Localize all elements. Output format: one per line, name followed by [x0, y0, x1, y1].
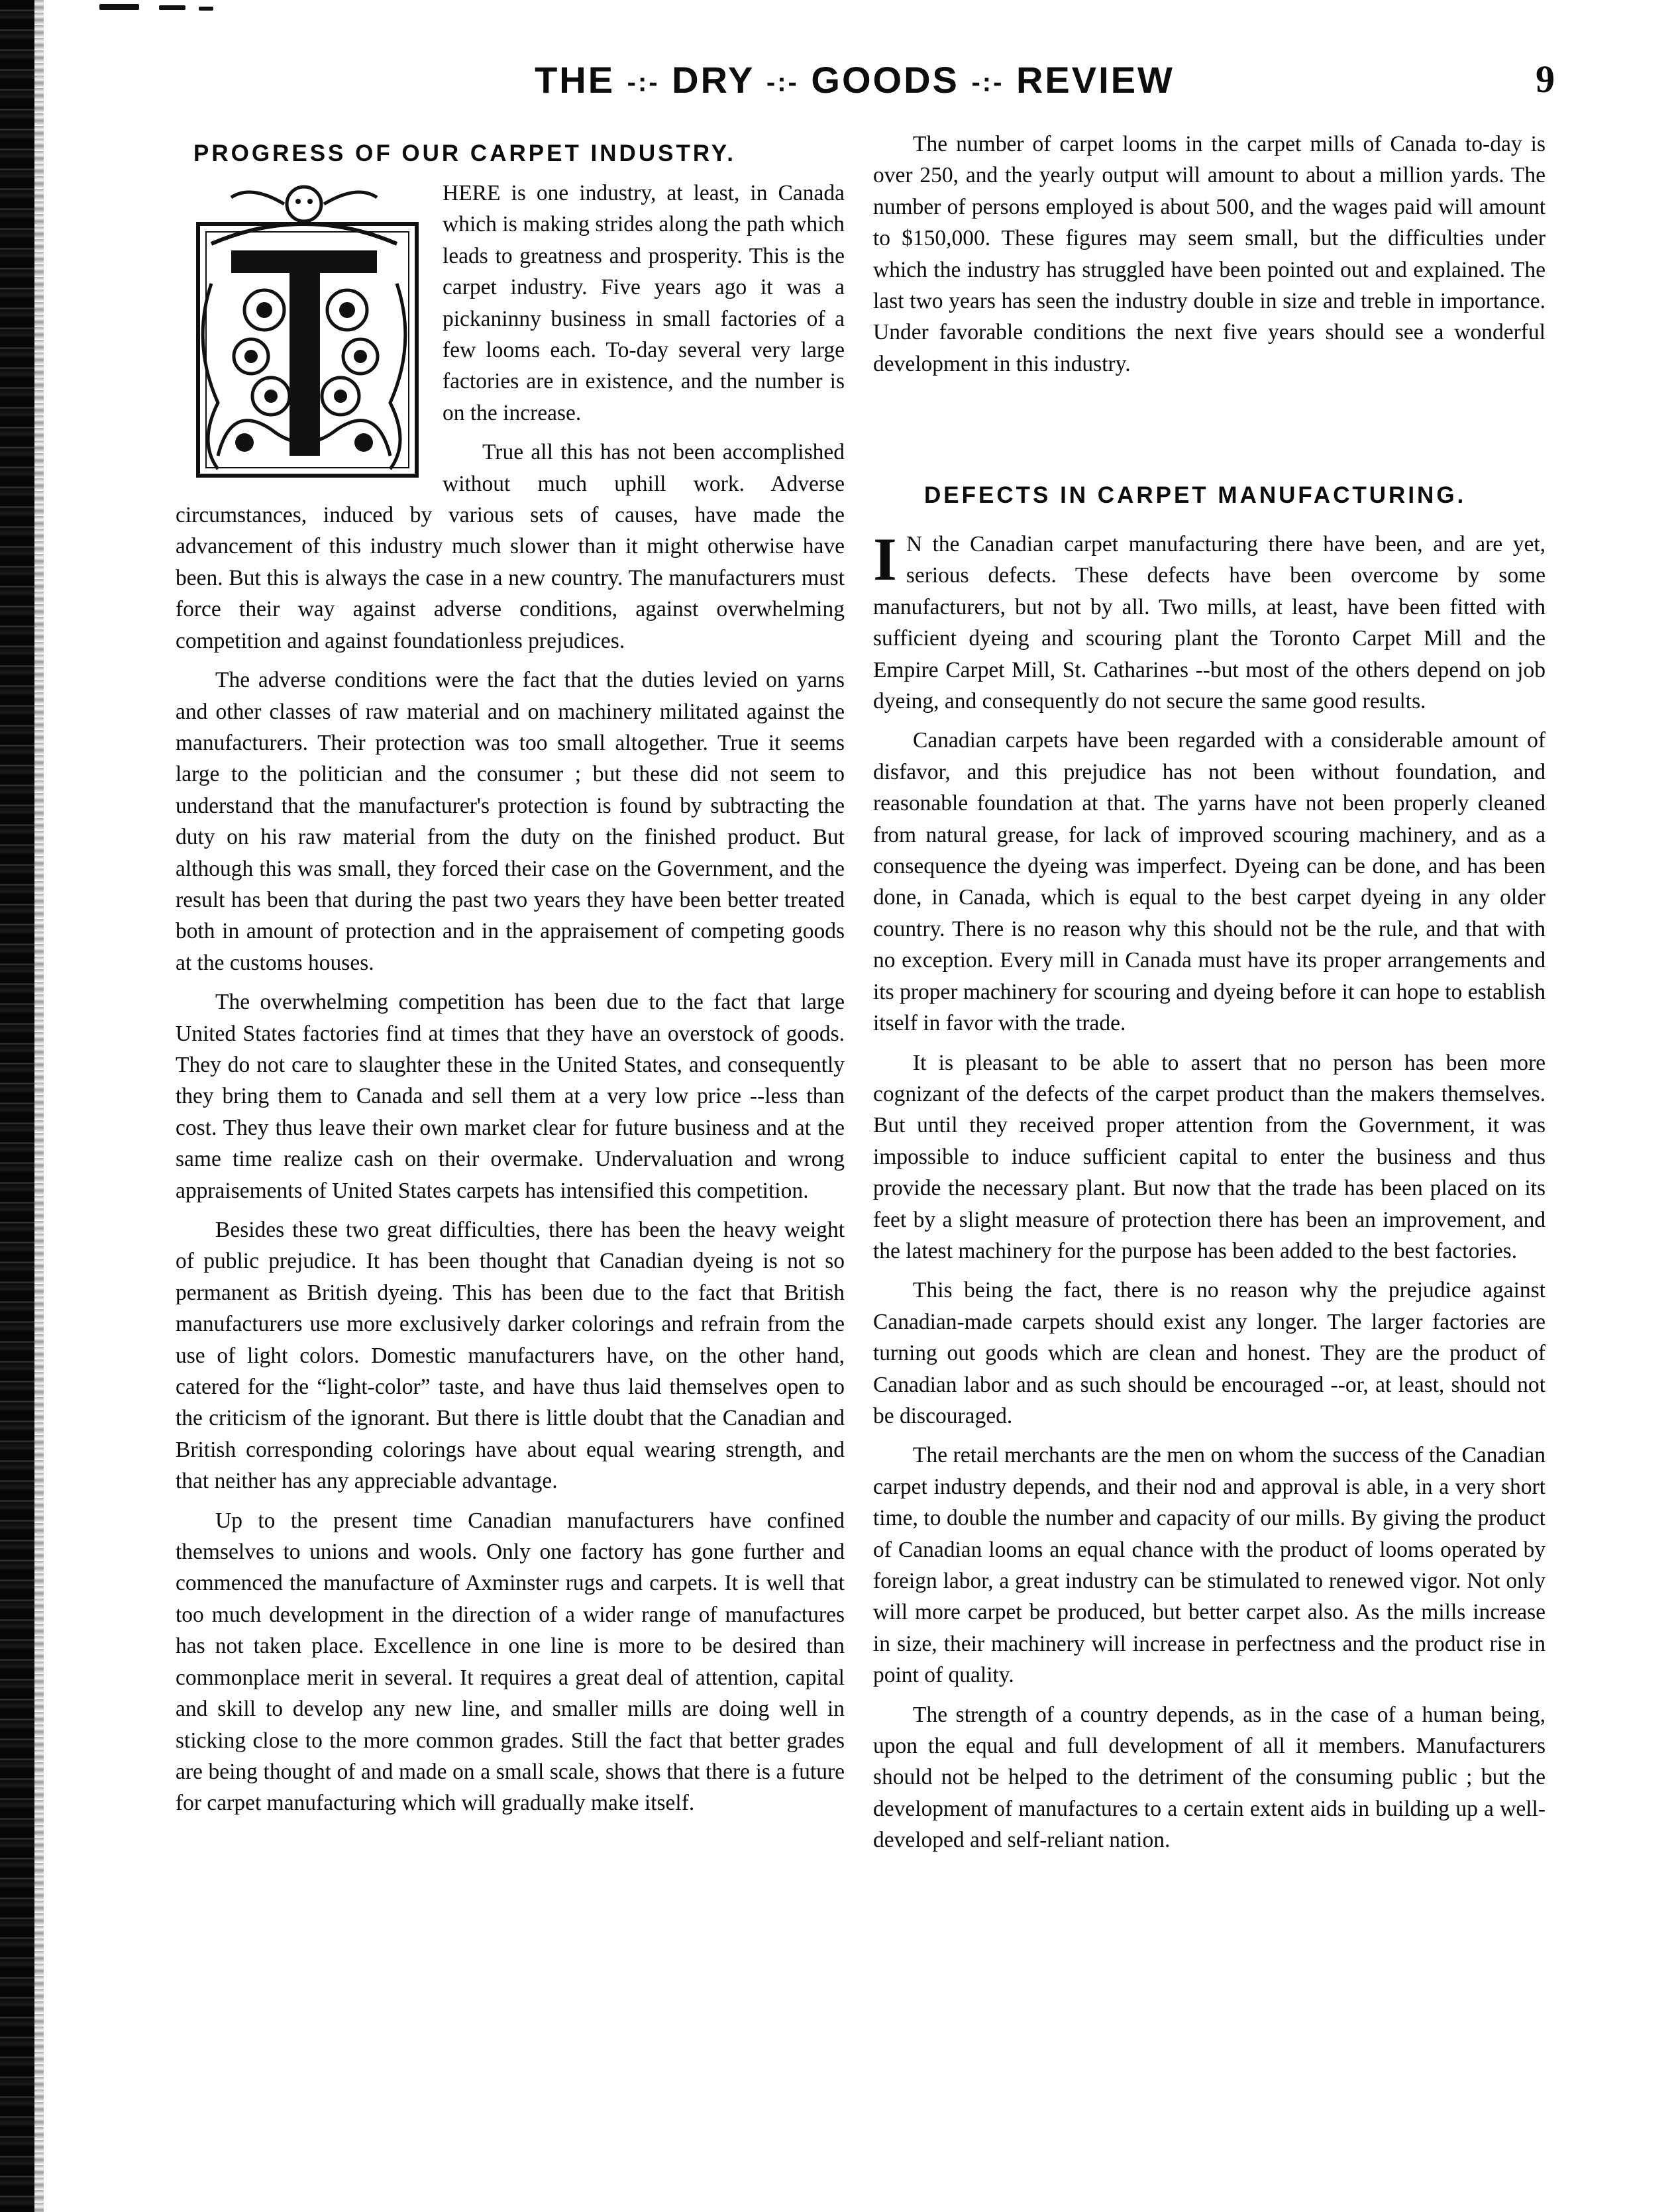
paragraph: The retail merchants are the men on whom the success of the Canadian carpet industry depends, and their nod and approval is able, in a very short time, to double the number and capacity of our mills. By giving the product of Canadian looms an equal chance with the product of looms operated by foreign labor, a great industry can be stimulated to renewed vigor. Not only will more carpet be produced, but better carpet also. As the mills increase in size, their machinery will increase in perfectness and the product rise in point of quality.	[873, 1443, 1546, 1688]
masthead-word: THE	[535, 59, 615, 101]
page-number: 9	[1536, 58, 1555, 101]
paragraph: The number of carpet looms in the carpet mills of Canada to-day is over 250, and the yearly output will amount to about a million yards. The number of persons employed is about 500, and the wages paid will amount to $150,000. These figures may seem small, but the difficulties under which the industry has struggled have been pointed out and explained. The last two years has seen the industry double in size and treble in importance. Under favorable conditions the next five years should see a wonderful development in this industry.	[873, 132, 1546, 376]
left-article-body	[176, 178, 845, 1827]
left-article-title: PROGRESS OF OUR CARPET INDUSTRY.	[193, 140, 736, 166]
masthead-word: DRY	[672, 59, 755, 101]
paragraph: HERE is one industry, at least, in Canada which is making strides along the path which leads to greatness and prosperity. This is the carpet industry. Five years ago it was a pickaninny business in small factories of a few looms each. To-day several very large factories are in existence, and the number is on the increase.	[443, 181, 845, 425]
paragraph: N the Canadian carpet manufacturing there have been, and are yet, serious defects. These defects have been overcome by some manufacturers, but not by all. Two mills, at least, have been fitted with sufficient dyeing and scouring plant the Toronto Carpet Mill and the Empire Carpet Mill, St. Catharines --but most of the others depend on job dyeing, and consequently do not secure the same good results.	[873, 532, 1546, 714]
paragraph: Up to the present time Canadian manufacturers have confined themselves to unions and wools. Only one factory has gone further and commenced the manufacture of Axminster rugs and carpets. It is well that too much development in the direction of a wider range of manufactures has not taken place. Excellence in one line is more to be desired than commonplace merit in several. It requires a great deal of attention, capital and skill to develop any new line, and smaller mills are doing well in sticking close to the more common grades. Still the fact that better grades are being thought of and made on a small scale, shows that there is a future for carpet manufacturing which will gradually make itself.	[176, 1508, 845, 1816]
paragraph: The overwhelming competition has been due to the fact that large United States factories find at times that they have an overstock of goods. They do not care to slaughter these in the United States, and consequently they bring them to Canada and sell them at a very low price --less than cost. They thus leave their own market clear for future business and at the same time realize cash on their overmake. Undervaluation and wrong appraisements of United States carpets has intensified this competition.	[176, 990, 845, 1203]
paragraph: This being the fact, there is no reason why the prejudice against Canadian-made carpets should exist any longer. The larger factories are turning out goods which are clean and honest. They are the product of Canadian labor and as such should be encouraged --or, at least, should not be discouraged.	[873, 1278, 1546, 1428]
right-article-title: DEFECTS IN CARPET MANUFACTURING.	[924, 482, 1467, 508]
masthead-word: GOODS	[811, 59, 959, 101]
paragraph: It is pleasant to be able to assert that no person has been more cognizant of the defects of the carpet product than the makers themselves. But until they received proper attention from the Government, it was impossible to induce sufficient capital to enter the business and thus provide the necessary plant. But now that the trade has been placed on its feet by a slight measure of protection there has been an improvement, and the latest machinery for the purpose has been added to the best factories.	[873, 1050, 1546, 1263]
right-column-intro	[873, 129, 1546, 388]
page-binding-edge	[0, 0, 34, 2212]
masthead-word: REVIEW	[1016, 59, 1175, 101]
drop-initial: I	[873, 525, 897, 593]
ornamental-initial-t-icon	[172, 178, 433, 482]
paragraph: Canadian carpets have been regarded with a considerable amount of disfavor, and this prejudice has not been without foundation, and reasonable foundation at that. The yarns have not been properly cleaned from natural grease, for lack of improved scouring machinery, and as a consequence the dyeing was imperfect. Dyeing can be done, and has been done, in Canada, which is equal to the best carpet dyeing in any older country. There is no reason why this should not be the rule, and that with no exception. Every mill in Canada must have its proper arrangements and its proper machinery for scouring and dyeing before it can hope to establish itself in favor with the trade.	[873, 728, 1546, 1036]
masthead-separator: -:-	[627, 68, 660, 97]
page-binding-shadow	[34, 0, 44, 2212]
paragraph: The adverse conditions were the fact that the duties levied on yarns and other classes of raw material and on machinery militated against the manufacturers. Their protection was too small altogether. True it seems large to the politician and the consumer ; but these did not seem to understand that the manufacturer's protection is found by subtracting the duty on his raw material from the duty on the finished product. But although this was small, they forced their case on the Government, and the result has been that during the past two years they have been better treated both in amount of protection and in the appraisement of competing goods at the customs houses.	[176, 668, 845, 975]
paragraph: True all this has not been accomplished without much uphill work. Adverse circumstances, induced by various sets of causes, have made the advancement of this industry much slower than it might otherwise have been. But this is always the case in a new country. The manufacturers must force their way against adverse conditions, against overwhelming competition and against foundationless prejudices.	[176, 440, 845, 653]
masthead-separator: -:-	[766, 68, 799, 97]
print-speck	[199, 7, 213, 11]
paragraph: The strength of a country depends, as in the case of a human being, upon the equal and full development of all it members. Manufacturers should not be helped to the detriment of the consuming public ; but the development of manufactures to a certain extent aids in building up a well-developed and self-reliant nation.	[873, 1702, 1546, 1853]
masthead-separator: -:-	[971, 68, 1004, 97]
print-speck	[159, 5, 185, 10]
paragraph: Besides these two great difficulties, there has been the heavy weight of public prejudice. It has been thought that Canadian dyeing is not so permanent as British dyeing. This has been due to the fact that British manufacturers use more exclusively darker colorings and refrain from the use of light colors. Domestic manufacturers have, on the other hand, catered for the “light-color” taste, and have thus laid themselves open to the criticism of the ignorant. But there is little doubt that the Canadian and British corresponding colorings have about equal wearing strength, and that neither has any appreciable advantage.	[176, 1218, 845, 1494]
print-speck	[99, 4, 139, 10]
masthead	[424, 58, 1285, 101]
ornamental-initial-t	[172, 178, 433, 482]
right-article-body	[873, 525, 1546, 1864]
